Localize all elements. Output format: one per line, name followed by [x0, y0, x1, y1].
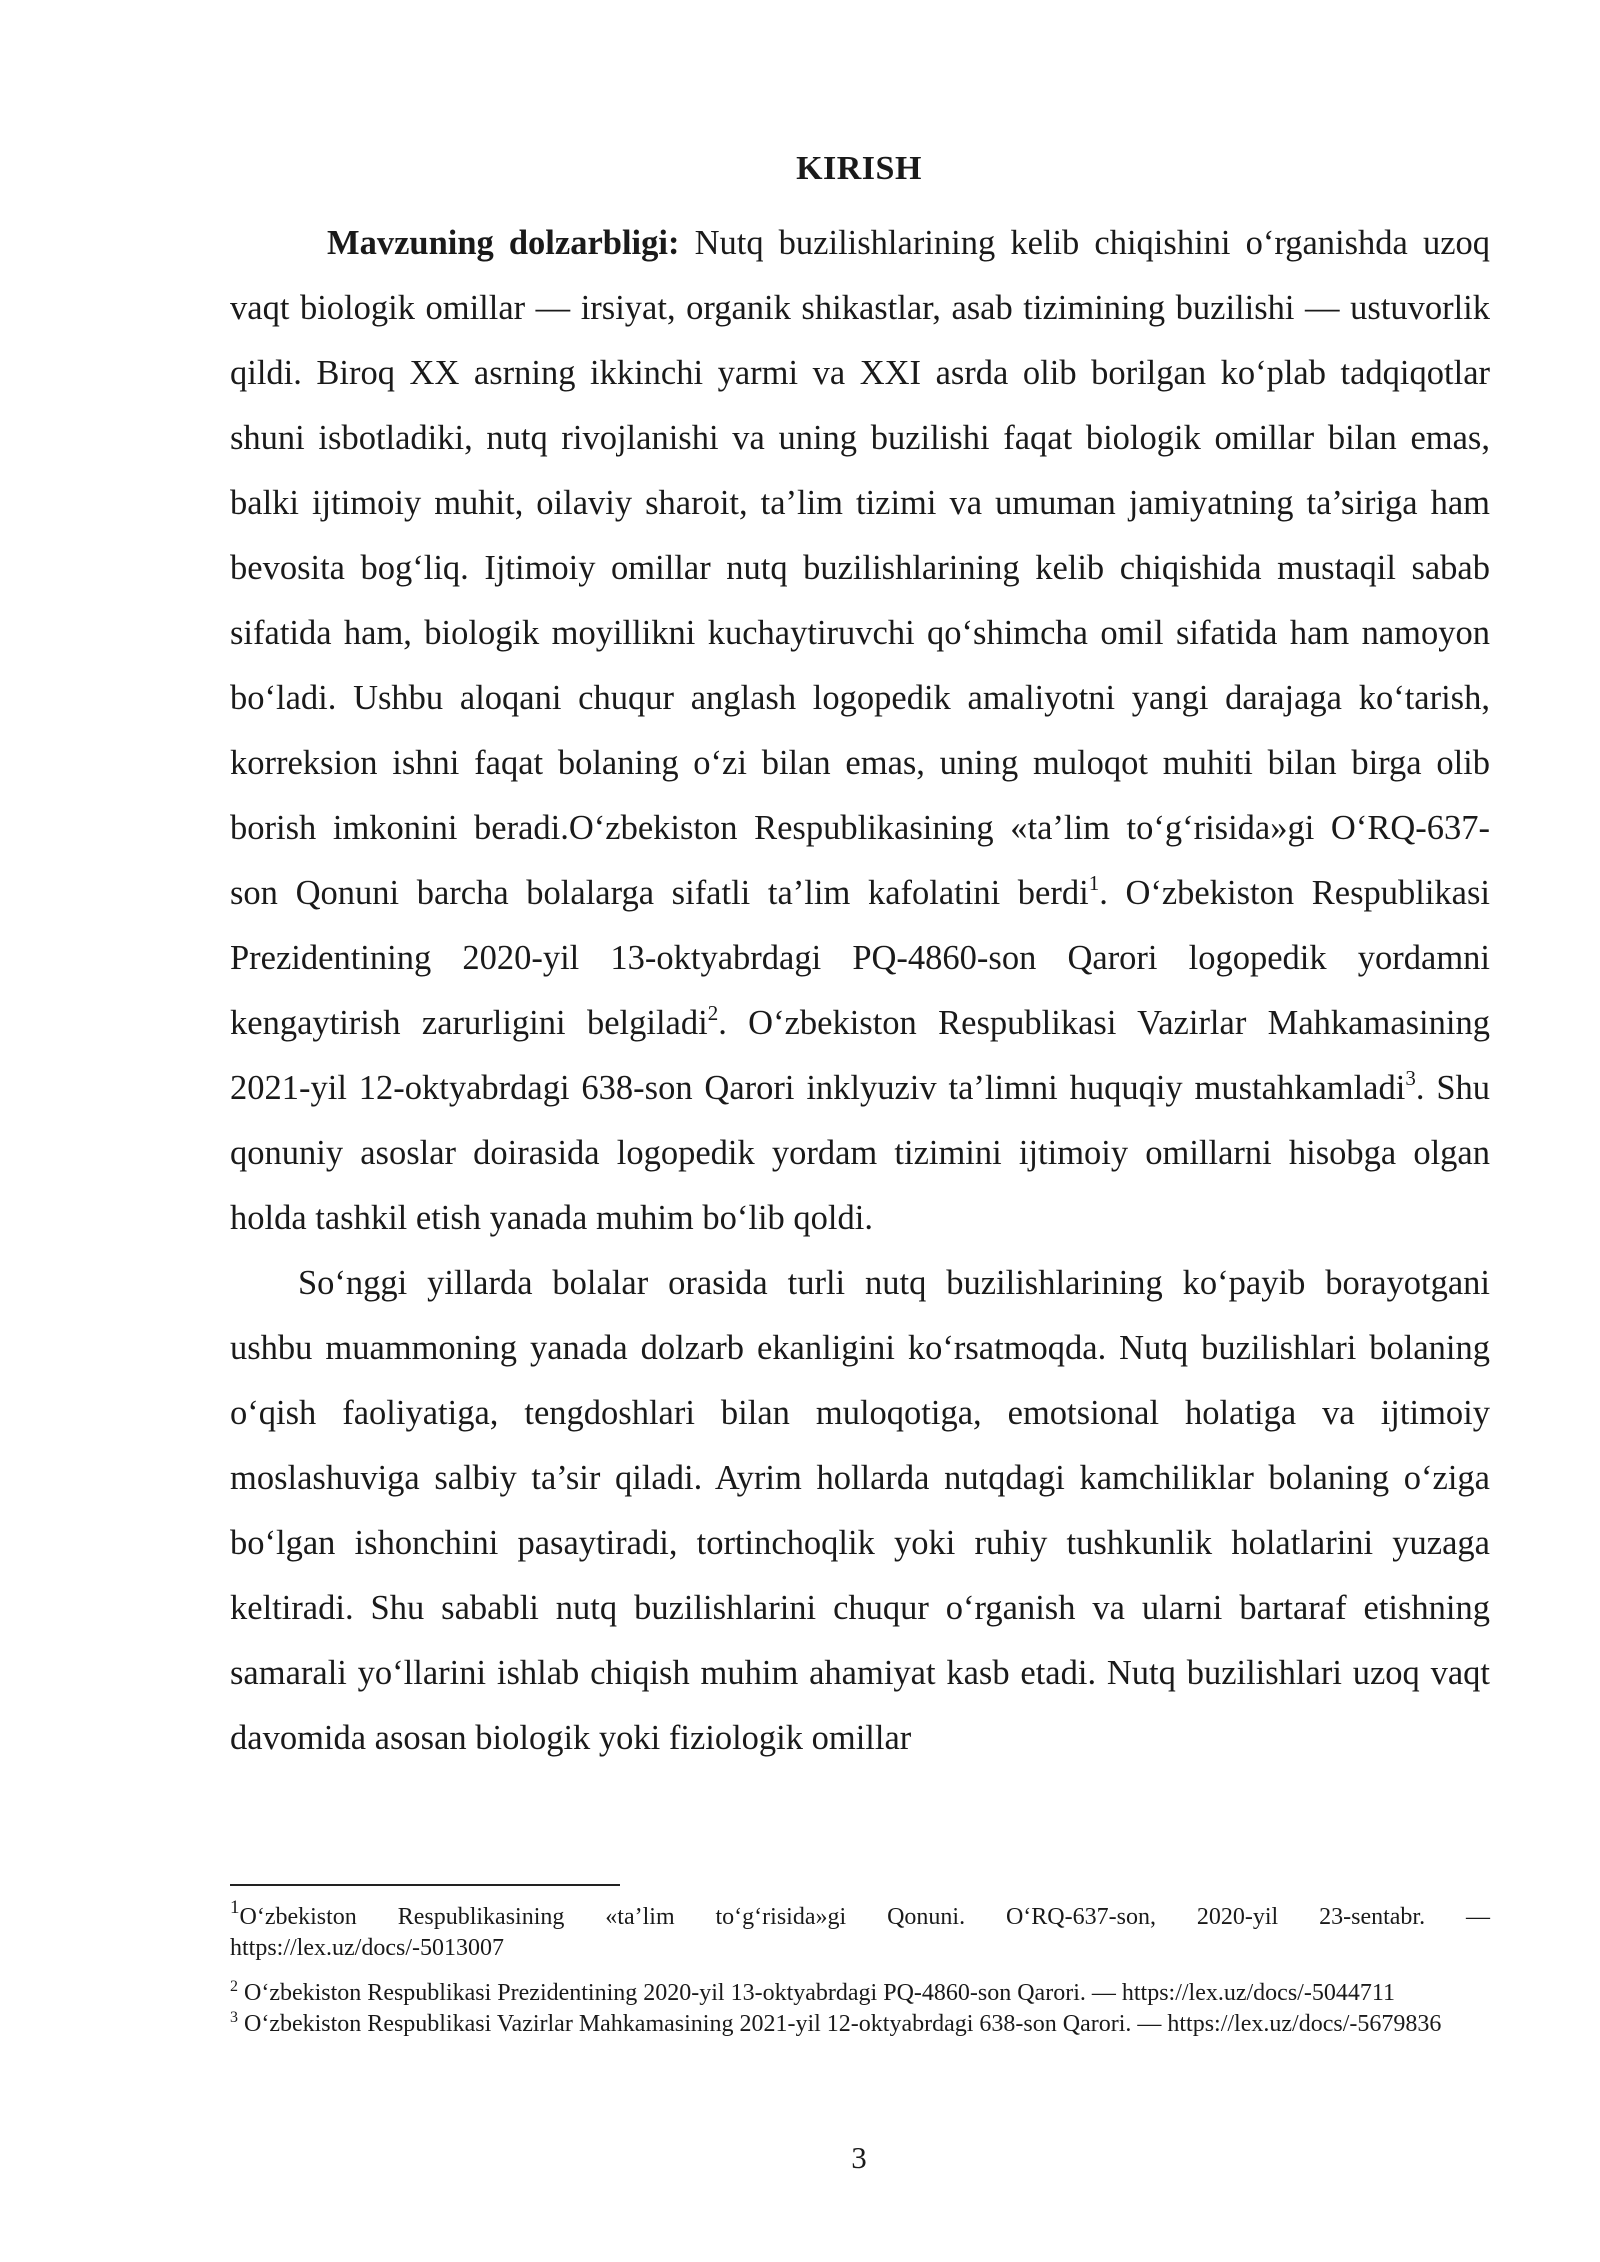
section-heading: KIRISH	[796, 150, 922, 187]
footnote-mark: 1	[230, 1897, 240, 1918]
paragraph-speech-disorders: So‘nggi yillarda bolalar orasida turli nutq buzilishlarining ko‘payib borayotgani ushbu muammoning yanada dolzarb ekanligini ko‘rsatmoqda. Nutq buzilishlari bolaning o‘qish faoliyatiga, tengdoshlari bilan muloqotiga, emotsional holatiga va ijtimoiy moslashuviga salbiy ta’sir qiladi. Ayrim hollarda nutqdagi kamchiliklar bolaning o‘ziga bo‘lgan ishonchini pasaytiradi, tortinchoqlik yoki ruhiy tushkunlik holatlarini yuzaga keltiradi. Shu sababli nutq buzilishlarini chuqur o‘rganish va ularni bartaraf etishning samarali yo‘llarini ishlab chiqish muhim ahamiyat kasb etadi. Nutq buzilishlari uzoq vaqt davomida asosan biologik yoki fiziologik omillar	[230, 1264, 1490, 1757]
paragraph-text: Nutq buzilishlarining kelib chiqishini o‘rganishda uzoq vaqt biologik omillar — irsiyat, organik shikastlar, asab tizimining buzilishi — ustuvorlik qildi. Biroq XX asrning ikkinchi yarmi va XXI asrda olib borilgan ko‘plab tadqiqotlar shuni isbotladiki, nutq rivojlanishi va uning buzilishi faqat biologik omillar bilan emas, balki ijtimoiy muhit, oilaviy sharoit, ta’lim tizimi va umuman jamiyatning ta’siriga ham bevosita bog‘liq. Ijtimoiy omillar nutq buzilishlarining kelib chiqishida mustaqil sabab sifatida ham, biologik moyillikni kuchaytiruvchi qo‘shimcha omil sifatida ham namoyon bo‘ladi. Ushbu aloqani chuqur anglash logopedik amaliyotni yangi darajaga ko‘tarish, korreksion ishni faqat bolaning o‘zi bilan emas, uning muloqot muhiti bilan birga olib borish imkonini beradi.O‘zbekiston Respublikasining «ta’lim to‘g‘risida»gi O‘RQ-637-son Qonuni barcha bolalarga sifatli ta’lim kafolatini berdi	[230, 224, 1491, 912]
page-number: 3	[851, 2140, 867, 2175]
footnote-mark: 3	[230, 2009, 238, 2026]
footnote-text: O‘zbekiston Respublikasining «ta’lim to‘g‘risida»gi Qonuni. O‘RQ-637-son, 2020-yil 23-sentabr. — https://lex.uz/docs/-5013007	[230, 1904, 1490, 1961]
paragraph-text: . Shu qonuniy asoslar doirasida logopedik yordam tizimini ijtimoiy omillarni hisobga olgan holda tashkil etish yanada muhim bo‘lib qoldi.	[230, 1069, 1490, 1237]
paragraph-text: . O‘zbekiston Respublikasi Prezidentining 2020-yil 13-oktyabrdagi PQ-4860-son Qarori logopedik yordamni kengaytirish zarurligini belgiladi	[230, 874, 1490, 1042]
paragraph-lead: Mavzuning dolzarbligi:	[327, 224, 680, 262]
footnote-separator	[230, 1884, 620, 1886]
footnote-ref-2[interactable]: 2	[707, 1001, 719, 1025]
footnote-ref-1[interactable]: 1	[1088, 871, 1100, 895]
footnote-1	[230, 1897, 1490, 1964]
body-text	[230, 211, 1490, 1771]
paragraph-relevance	[230, 211, 1490, 1251]
paragraph-text: . O‘zbekiston Respublikasi Vazirlar Mahkamasining 2021-yil 12-oktyabrdagi 638-son Qarori inklyuziv ta’limni huquqiy mustahkamladi	[230, 1004, 1490, 1107]
footnote-text: O‘zbekiston Respublikasi Vazirlar Mahkamasining 2021-yil 12-oktyabrdagi 638-son Qarori. — https://lex.uz/docs/-5679836	[238, 2011, 1442, 2037]
footnote-text: O‘zbekiston Respublikasi Prezidentining 2020-yil 13-oktyabrdagi PQ-4860-son Qarori. — https://lex.uz/docs/-5044711	[238, 1980, 1395, 2006]
footnotes	[230, 1897, 1490, 2040]
footnote-ref-3[interactable]: 3	[1405, 1066, 1416, 1090]
footnote-mark: 2	[230, 1978, 238, 1995]
footnote-3	[230, 2009, 1490, 2040]
footnote-2	[230, 1978, 1490, 2009]
